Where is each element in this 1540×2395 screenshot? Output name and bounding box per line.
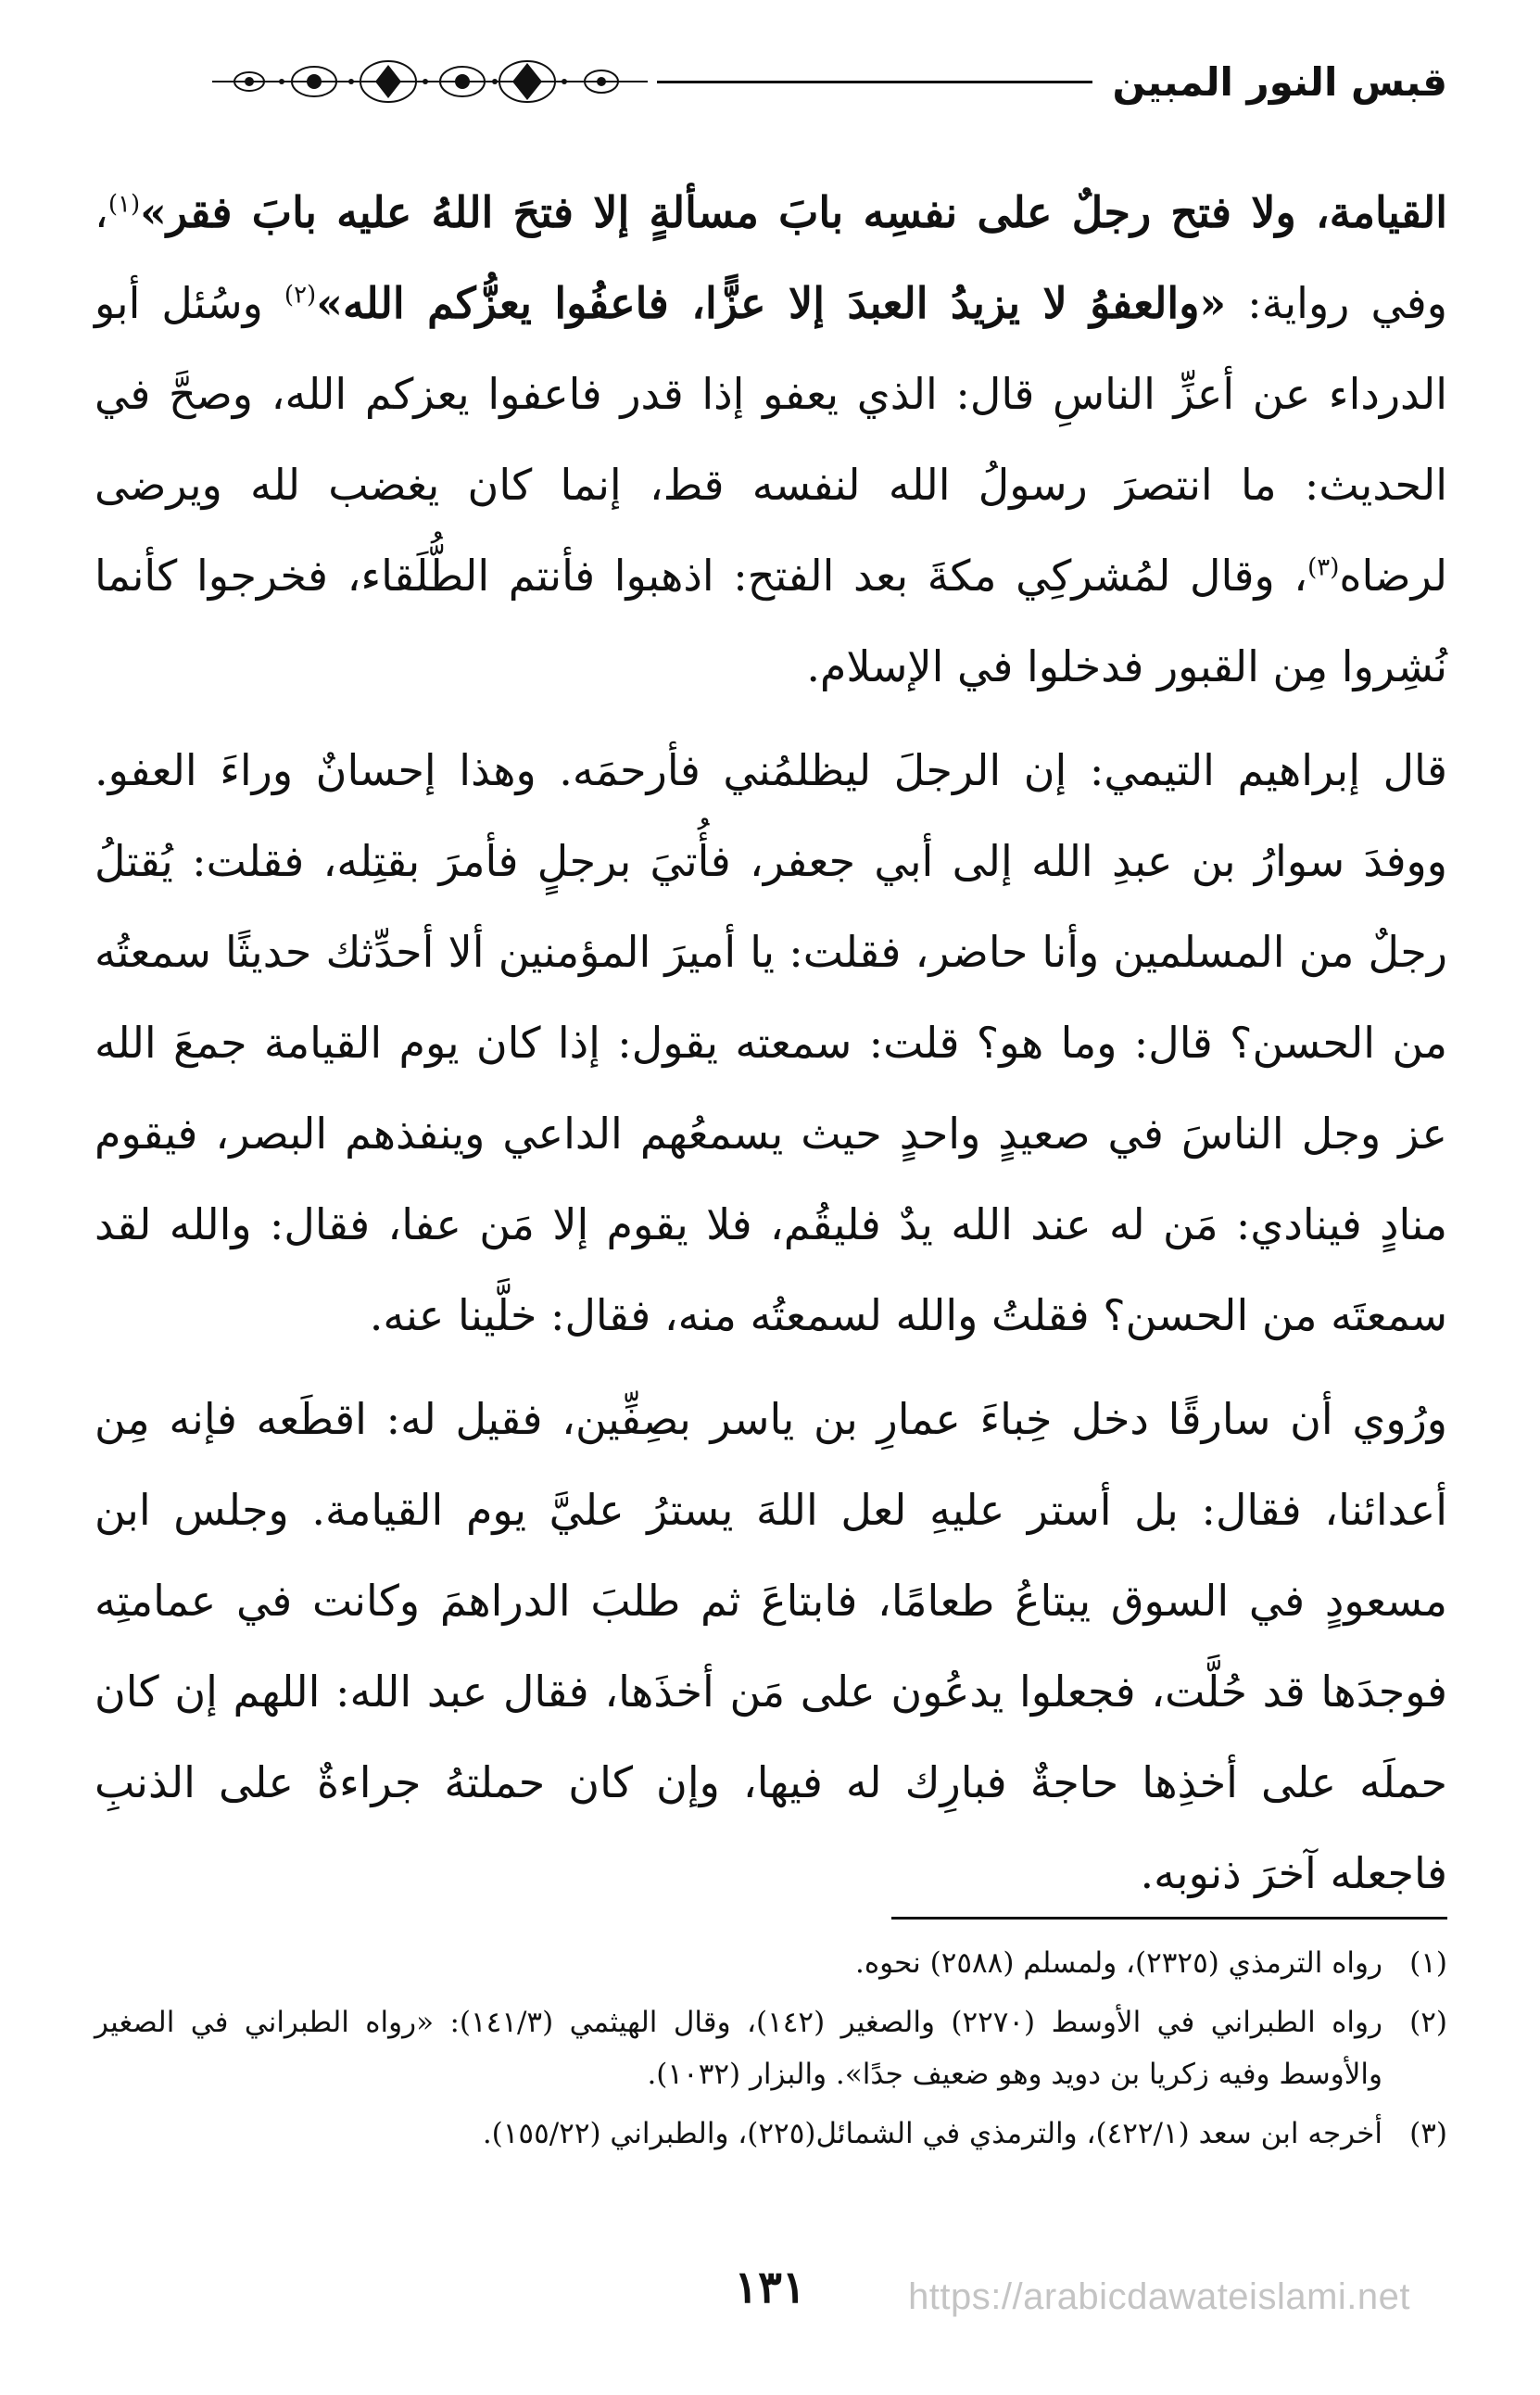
hadith-quote-2: «والعفوُ لا يزيدُ العبدَ إلا عزًّا، فاعفُوا يعزُّكم الله» — [316, 278, 1227, 328]
text-segment: ، وقال لمُشركِي مكةَ بعد الفتح: اذهبوا فأنتم الطُّلَقاء، فخرجوا كأنما نُشِروا مِن القبور فدخلوا في الإسلام. — [95, 551, 1447, 691]
footnote-text: رواه الترمذي (٢٣٢٥)، ولمسلم (٢٥٨٨) نحوه. — [855, 1946, 1382, 1980]
footnote-ref-3[interactable]: (٣) — [1307, 553, 1340, 582]
running-title: قبس النور المبين — [1112, 58, 1447, 105]
footnote-separator — [891, 1917, 1447, 1920]
footnote-text: رواه الطبراني في الأوسط (٢٢٧٠) والصغير (١٤٢)، وقال الهيثمي (١٤١/٣): «رواه الطبراني في الصغير والأوسط وفيه زكريا بن دويد وهو ضعيف جدًا». والبزار (١٠٣٢). — [95, 2006, 1382, 2091]
hadith-quote-1: القيامة، ولا فتح رجلٌ على نفسِه بابَ مسألةٍ إلا فتحَ اللهُ عليه بابَ فقر» — [140, 187, 1447, 237]
page-header — [74, 44, 1447, 119]
text-segment: وسُئل أبو الدرداء عن أعزِّ الناسِ قال: الذي يعفو إذا قدر فاعفوا يعزكم الله، وصحَّ في الحديث: ما انتصرَ رسولُ الله لنفسه قط، إنما كان يغضب لله ويرضى لرضاه — [95, 278, 1447, 601]
paragraph-2: قال إبراهيم التيمي: إن الرجلَ ليظلمُني فأرحمَه. وهذا إحسانٌ وراءَ العفو. ووفدَ سوارُ بن عبدِ الله إلى أبي جعفر، فأُتيَ برجلٍ فأمرَ بقتِله، فقلت: يُقتلُ رجلٌ من المسلمين وأنا حاضر، فقلت: يا أميرَ المؤمنين ألا أحدِّثك حديثًا سمعتُه من الحسن؟ قال: وما هو؟ قلت: سمعته يقول: إذا كان يوم القيامة جمعَ الله عز وجل الناسَ في صعيدٍ واحدٍ حيث يسمعُهم الداعي وينفذهم البصر، فيقوم منادٍ فينادي: مَن له عند الله يدٌ فليقُم، فلا يقوم إلا مَن عفا، فقال: والله لقد سمعتَه من الحسن؟ فقلتُ والله لسمعتُه منه، فقال: خلَّينا عنه. — [95, 745, 1447, 1340]
footnote-text: أخرجه ابن سعد (٤٢٢/١)، والترمذي في الشمائل(٢٢٥)، والطبراني (١٥٥/٢٢). — [482, 2117, 1382, 2150]
watermark-url: https://arabicdawateislami.net — [908, 2276, 1410, 2317]
page-number: ١٣١ — [734, 2262, 806, 2313]
footnote-item — [95, 1937, 1447, 1989]
paragraph-3: ورُوي أن سارقًا دخل خِباءَ عمارِ بن ياسر بصِفِّين، فقيل له: اقطَعه فإنه مِن أعدائنا، فقال: بل أستر عليهِ لعل اللهَ يسترُ عليَّ يوم القيامة. وجلس ابن مسعودٍ في السوق يبتاعُ طعامًا، فابتاعَ ثم طلبَ الدراهمَ وكانت في عمامتِه فوجدَها قد حُلَّت، فجعلوا يدعُون على مَن أخذَها، فقال عبد الله: اللهم إن كان حملَه على أخذِها حاجةٌ فبارِك له فيها، وإن كان حملتهُ جراءةٌ على الذنبِ فاجعله آخرَ ذنوبه. — [95, 1394, 1447, 1898]
paragraph-1 — [95, 167, 1447, 712]
footnote-number: (٢) — [1409, 2006, 1447, 2039]
footnote-number: (٣) — [1409, 2117, 1447, 2150]
footnote-number: (١) — [1409, 1946, 1447, 1980]
footnote-ref-1[interactable]: (١) — [107, 190, 141, 219]
header-rule — [657, 81, 1092, 83]
footnote-item — [95, 2108, 1447, 2160]
footnote-item — [95, 1996, 1447, 2100]
text-segment: ، وفي رواية: — [95, 187, 1447, 328]
footnote-ref-2[interactable]: (٢) — [284, 281, 317, 310]
main-text — [95, 167, 1447, 1932]
footnotes — [95, 1937, 1447, 2167]
ornament-border-icon — [212, 54, 648, 109]
